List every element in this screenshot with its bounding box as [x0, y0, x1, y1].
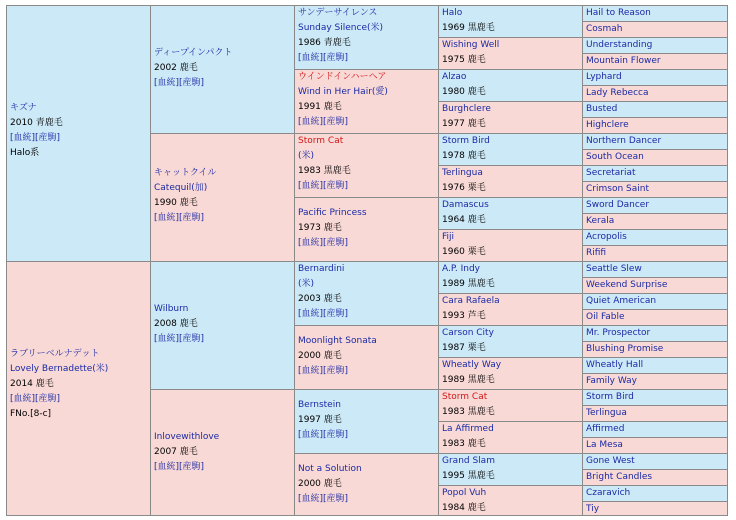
- g4-2-year-coat: 1975 鹿毛: [442, 55, 486, 65]
- sire-year-coat: 2010 青鹿毛: [10, 118, 63, 128]
- g4-16-cell: [438, 485, 583, 516]
- dd-link[interactable]: [血統][産駒]: [154, 462, 205, 472]
- g5-17-cell: [582, 261, 728, 278]
- dd-year-coat: 2007 鹿毛: [154, 447, 198, 457]
- g4-7-cell: [438, 197, 583, 230]
- dsd-name[interactable]: Moonlight Sonata: [298, 336, 377, 346]
- g5-4-cell: [582, 53, 728, 70]
- g4-1-year-coat: 1969 黒鹿毛: [442, 23, 495, 33]
- g5-12-name[interactable]: Crimson Saint: [586, 184, 649, 194]
- ds-cell: [150, 261, 295, 390]
- g5-21-name[interactable]: Mr. Prospector: [586, 328, 651, 338]
- g5-13-cell: [582, 197, 728, 214]
- g5-23-cell: [582, 357, 728, 374]
- g5-10-cell: [582, 149, 728, 166]
- dam-name-en[interactable]: Lovely Bernadette(米): [10, 364, 109, 374]
- dd-name[interactable]: Inlovewithlove: [154, 432, 220, 442]
- g5-16-cell: [582, 245, 728, 262]
- g5-5-name[interactable]: Lyphard: [586, 72, 622, 82]
- g5-8-cell: [582, 117, 728, 134]
- ddd-name[interactable]: Not a Solution: [298, 464, 362, 474]
- sire-name[interactable]: キズナ: [10, 103, 37, 113]
- g4-1-cell: [438, 5, 583, 38]
- g4-9-cell: [438, 261, 583, 294]
- sdd-cell: [294, 197, 439, 262]
- dss-year-coat: 2003 鹿毛: [298, 294, 342, 304]
- g5-7-cell: [582, 101, 728, 118]
- ss-name[interactable]: ディープインパクト: [154, 48, 233, 58]
- sire-lineage: Halo系: [10, 148, 40, 158]
- dss-cell: [294, 261, 439, 326]
- sss-name-jp[interactable]: サンデーサイレンス: [298, 8, 378, 18]
- sss-year-coat: 1986 青鹿毛: [298, 38, 351, 48]
- g4-4-year-coat: 1977 鹿毛: [442, 119, 486, 129]
- dam-name-jp[interactable]: ラブリーベルナデット: [10, 349, 100, 359]
- g5-11-name[interactable]: Secretariat: [586, 168, 636, 178]
- dds-link[interactable]: [血統][産駒]: [298, 430, 349, 440]
- ssd-name-en[interactable]: Wind in Her Hair(愛): [298, 87, 388, 97]
- dam-link[interactable]: [血統][産駒]: [10, 394, 61, 404]
- g4-2-name[interactable]: Wishing Well: [442, 40, 500, 50]
- g4-8-name[interactable]: Fiji: [442, 232, 455, 242]
- sdd-name[interactable]: Pacific Princess: [298, 208, 367, 218]
- g4-6-cell: [438, 165, 583, 198]
- g4-15-name[interactable]: Grand Slam: [442, 456, 495, 466]
- g4-14-cell: [438, 421, 583, 454]
- g4-6-name[interactable]: Terlingua: [442, 168, 483, 178]
- g4-12-year-coat: 1989 黒鹿毛: [442, 375, 495, 385]
- g4-12-cell: [438, 357, 583, 390]
- dam-family-number: FNo.[8-c]: [10, 409, 52, 419]
- ssd-name-jp[interactable]: ウインドインハーヘア: [298, 72, 387, 82]
- g5-2-cell: [582, 21, 728, 38]
- g5-1-name[interactable]: Hail to Reason: [586, 8, 651, 18]
- g5-6-name[interactable]: Lady Rebecca: [586, 88, 649, 98]
- g5-24-name[interactable]: Family Way: [586, 376, 637, 386]
- g4-7-year-coat: 1964 鹿毛: [442, 215, 486, 225]
- g5-20-name[interactable]: Oil Fable: [586, 312, 625, 322]
- ssd-cell: [294, 69, 439, 134]
- g5-30-cell: [582, 469, 728, 486]
- ss-year-coat: 2002 鹿毛: [154, 63, 198, 73]
- g5-18-cell: [582, 277, 728, 294]
- ds-name[interactable]: Wilburn: [154, 304, 189, 314]
- g5-24-cell: [582, 373, 728, 390]
- g5-16-name[interactable]: Rififi: [586, 248, 607, 258]
- g5-22-cell: [582, 341, 728, 358]
- dss-origin[interactable]: (米): [298, 279, 315, 289]
- dd-cell: [150, 389, 295, 516]
- ds-year-coat: 2008 鹿毛: [154, 319, 198, 329]
- g5-14-cell: [582, 213, 728, 230]
- g5-25-name[interactable]: Storm Bird: [586, 392, 634, 402]
- g5-26-cell: [582, 405, 728, 422]
- g5-27-cell: [582, 421, 728, 438]
- ss-link[interactable]: [血統][産駒]: [154, 78, 205, 88]
- g4-4-name[interactable]: Burghclere: [442, 104, 491, 114]
- g4-3-cell: [438, 69, 583, 102]
- g4-14-name[interactable]: La Affirmed: [442, 424, 494, 434]
- g4-15-year-coat: 1995 黒鹿毛: [442, 471, 495, 481]
- dds-cell: [294, 389, 439, 454]
- sire-link[interactable]: [血統][産駒]: [10, 133, 61, 143]
- g5-32-name[interactable]: Tiy: [586, 504, 600, 514]
- g5-10-name[interactable]: South Ocean: [586, 152, 644, 162]
- g5-4-name[interactable]: Mountain Flower: [586, 56, 661, 66]
- sd-name-en[interactable]: Catequil(加): [154, 183, 208, 193]
- g4-5-name[interactable]: Storm Bird: [442, 136, 490, 146]
- sdd-link[interactable]: [血統][産駒]: [298, 238, 349, 248]
- sds-origin[interactable]: (米): [298, 151, 315, 161]
- g4-11-year-coat: 1987 栗毛: [442, 343, 486, 353]
- ss-cell: [150, 5, 295, 134]
- ddd-year-coat: 2000 鹿毛: [298, 479, 342, 489]
- g5-20-cell: [582, 309, 728, 326]
- sd-name-jp[interactable]: キャットクイル: [154, 168, 217, 178]
- g5-23-name[interactable]: Wheatly Hall: [586, 360, 644, 370]
- g4-7-name[interactable]: Damascus: [442, 200, 489, 210]
- g4-15-cell: [438, 453, 583, 486]
- g5-21-cell: [582, 325, 728, 342]
- sd-link[interactable]: [血統][産駒]: [154, 213, 205, 223]
- g5-28-name[interactable]: La Mesa: [586, 440, 623, 450]
- g4-11-name[interactable]: Carson City: [442, 328, 494, 338]
- g4-10-year-coat: 1993 芦毛: [442, 311, 486, 321]
- dds-name[interactable]: Bernstein: [298, 400, 341, 410]
- g4-10-cell: [438, 293, 583, 326]
- sss-link[interactable]: [血統][産駒]: [298, 53, 349, 63]
- g5-14-name[interactable]: Kerala: [586, 216, 615, 226]
- g4-8-year-coat: 1960 栗毛: [442, 247, 486, 257]
- g5-6-cell: [582, 85, 728, 102]
- g5-2-name[interactable]: Cosmah: [586, 24, 623, 34]
- g4-5-cell: [438, 133, 583, 166]
- dsd-year-coat: 2000 鹿毛: [298, 351, 342, 361]
- g4-3-year-coat: 1980 鹿毛: [442, 87, 486, 97]
- sd-year-coat: 1990 鹿毛: [154, 198, 198, 208]
- g4-4-cell: [438, 101, 583, 134]
- g4-10-name[interactable]: Cara Rafaela: [442, 296, 500, 306]
- g4-9-year-coat: 1989 黒鹿毛: [442, 279, 495, 289]
- g5-5-cell: [582, 69, 728, 86]
- g5-9-cell: [582, 133, 728, 150]
- sd-cell: [150, 133, 295, 262]
- g5-17-name[interactable]: Seattle Slew: [586, 264, 642, 274]
- g5-3-cell: [582, 37, 728, 54]
- dsd-cell: [294, 325, 439, 390]
- g5-1-cell: [582, 5, 728, 22]
- g5-18-name[interactable]: Weekend Surprise: [586, 280, 668, 290]
- ds-link[interactable]: [血統][産駒]: [154, 334, 205, 344]
- g4-1-name[interactable]: Halo: [442, 8, 463, 18]
- dss-name[interactable]: Bernardini: [298, 264, 345, 274]
- g5-32-cell: [582, 501, 728, 516]
- dss-link[interactable]: [血統][産駒]: [298, 309, 349, 319]
- g5-12-cell: [582, 181, 728, 198]
- ssd-year-coat: 1991 鹿毛: [298, 102, 342, 112]
- g4-14-year-coat: 1983 鹿毛: [442, 439, 486, 449]
- g5-30-name[interactable]: Bright Candles: [586, 472, 653, 482]
- g5-19-cell: [582, 293, 728, 310]
- g5-9-name[interactable]: Northern Dancer: [586, 136, 662, 146]
- g5-29-cell: [582, 453, 728, 470]
- g5-31-cell: [582, 485, 728, 502]
- g4-13-cell: [438, 389, 583, 422]
- g5-15-cell: [582, 229, 728, 246]
- ssd-link[interactable]: [血統][産駒]: [298, 117, 349, 127]
- g5-29-name[interactable]: Gone West: [586, 456, 635, 466]
- g4-9-name[interactable]: A.P. Indy: [442, 264, 481, 274]
- g5-19-name[interactable]: Quiet American: [586, 296, 657, 306]
- sds-link[interactable]: [血統][産駒]: [298, 181, 349, 191]
- g5-15-name[interactable]: Acropolis: [586, 232, 627, 242]
- ddd-cell: [294, 453, 439, 516]
- sire-cell: [6, 5, 151, 262]
- g4-11-cell: [438, 325, 583, 358]
- g5-13-name[interactable]: Sword Dancer: [586, 200, 650, 210]
- sds-year-coat: 1983 黒鹿毛: [298, 166, 351, 176]
- g5-11-cell: [582, 165, 728, 182]
- g4-13-name[interactable]: Storm Cat: [442, 392, 488, 402]
- g4-13-year-coat: 1983 黒鹿毛: [442, 407, 495, 417]
- sss-name-en[interactable]: Sunday Silence(米): [298, 23, 383, 33]
- dam-year-coat: 2014 鹿毛: [10, 379, 54, 389]
- sss-cell: [294, 5, 439, 70]
- g4-8-cell: [438, 229, 583, 262]
- g4-5-year-coat: 1978 鹿毛: [442, 151, 486, 161]
- g5-3-name[interactable]: Understanding: [586, 40, 653, 50]
- pedigree-table: [6, 5, 728, 516]
- g5-26-name[interactable]: Terlingua: [586, 408, 627, 418]
- g5-31-name[interactable]: Czaravich: [586, 488, 631, 498]
- dsd-link[interactable]: [血統][産駒]: [298, 366, 349, 376]
- g5-8-name[interactable]: Highclere: [586, 120, 629, 130]
- g5-7-name[interactable]: Busted: [586, 104, 618, 114]
- ddd-link[interactable]: [血統][産駒]: [298, 494, 349, 504]
- g5-22-name[interactable]: Blushing Promise: [586, 344, 664, 354]
- dds-year-coat: 1997 鹿毛: [298, 415, 342, 425]
- sds-cell: [294, 133, 439, 198]
- g5-27-name[interactable]: Affirmed: [586, 424, 625, 434]
- sdd-year-coat: 1973 鹿毛: [298, 223, 342, 233]
- g5-28-cell: [582, 437, 728, 454]
- dam-cell: [6, 261, 151, 516]
- g4-2-cell: [438, 37, 583, 70]
- sds-name[interactable]: Storm Cat: [298, 136, 344, 146]
- g4-3-name[interactable]: Alzao: [442, 72, 467, 82]
- g4-16-year-coat: 1984 鹿毛: [442, 503, 486, 513]
- g5-25-cell: [582, 389, 728, 406]
- g4-6-year-coat: 1976 栗毛: [442, 183, 486, 193]
- g4-16-name[interactable]: Popol Vuh: [442, 488, 487, 498]
- g4-12-name[interactable]: Wheatly Way: [442, 360, 502, 370]
